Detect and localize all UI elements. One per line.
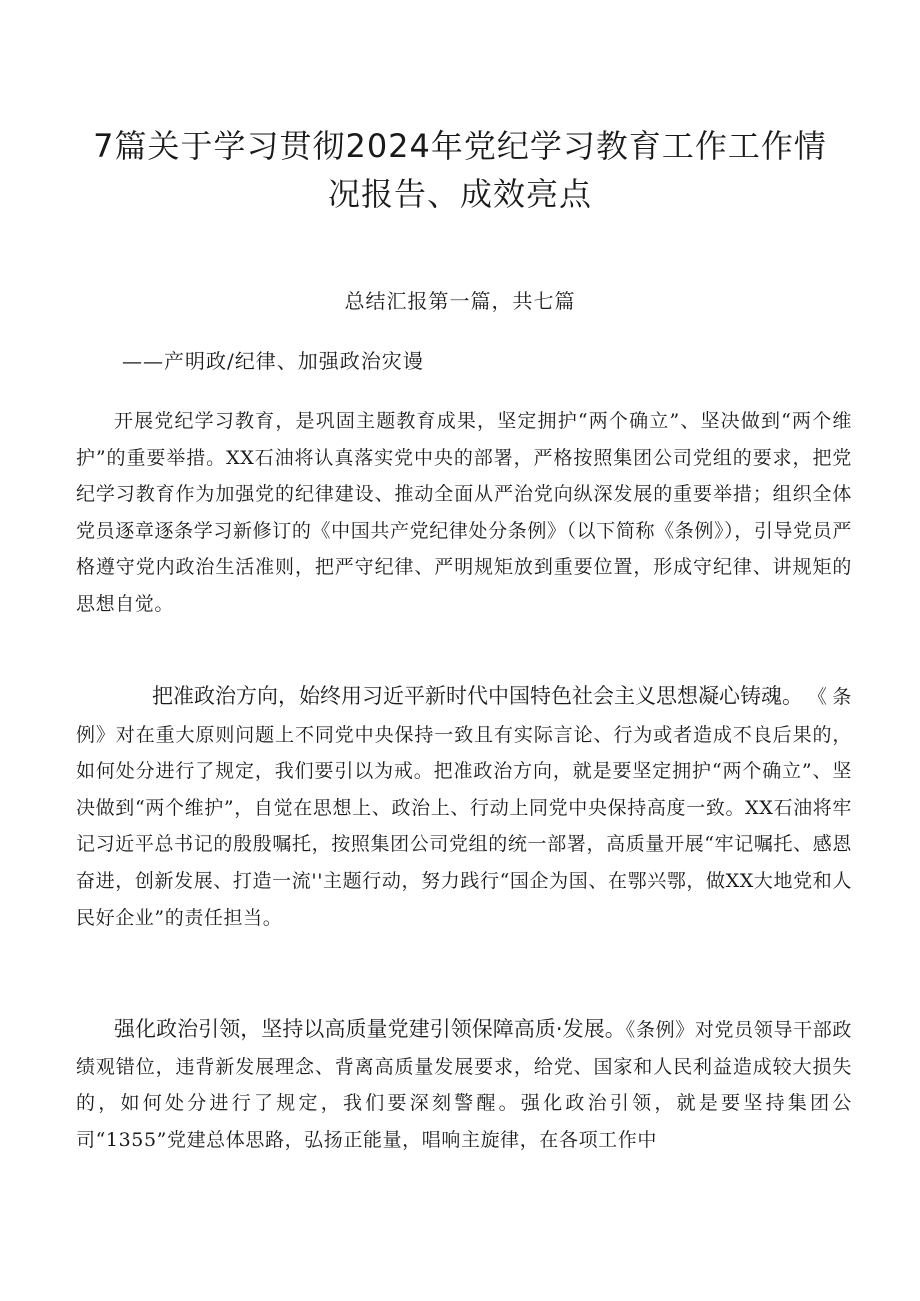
document-subtitle: 总结汇报第一篇，共七篇 — [344, 289, 576, 313]
paragraph-intro: 开展党纪学习教育，是巩固主题教育成果，坚定拥护“两个确立”、坚决做到“两个维护”的重要举措。XX石油将认真落实党中央的部署，严格按照集团公司党组的要求，把党纪学习教育作为加强党的纪律建设、推动全面从严治党向纵深发展的重要举措；组织全体党员逐章逐条学习新修订的《中国共产党纪律处分条例》（以下简称《条例》），引导党员严格遵守党内政治生活准则，把严守纪律、严明规矩放到重要位置，形成守纪律、讲规矩的思想自觉。 — [76, 410, 852, 615]
paragraph-lead-heading: 把准政治方向，始终用习近平新时代中国特色社会主义思想凝心铸魂。 — [152, 684, 803, 708]
section-heading: ——产明政/纪律、加强政治灾谩 — [122, 349, 424, 373]
document-title: 7篇关于学习贯彻2024年党纪学习教育工作工作情况报告、成效亮点 — [93, 127, 827, 213]
paragraph-political-direction — [76, 678, 852, 936]
paragraph-political-leadership — [76, 1011, 852, 1158]
paragraph-body: 《条例》对党员领导干部政绩观错位，违背新发展理念、背离高质量发展要求，给党、国家和人民利益造成较大损失的，如何处分进行了规定，我们要深刻警醒。强化政治引领，就是要坚持集团公司“1355”党建总体思路，弘扬正能量，唱响主旋律，在各项工作中 — [76, 1019, 852, 1151]
paragraph-lead-heading: 强化政治引领，坚持以高质量党建引领保障高质·发展。 — [114, 1017, 626, 1041]
paragraph-body: 《条例》对在重大原则问题上不同党中央保持一致且有实际言论、行为或者造成不良后果的，如何处分进行了规定，我们要引以为戒。把准政治方向，就是要坚定拥护“两个确立”、坚决做到“两个维护”，自觉在思想上、政治上、行动上同党中央保持高度一致。XX石油将牢记习近平总书记的殷殷嘱托，按照集团公司党组的统一部署，高质量开展“牢记嘱托、感恩奋进，创新发展、打造一流''主题行动，努力践行“国企为国、在鄂兴鄂，做XX大地党和人民好企业”的责任担当。 — [76, 686, 852, 929]
